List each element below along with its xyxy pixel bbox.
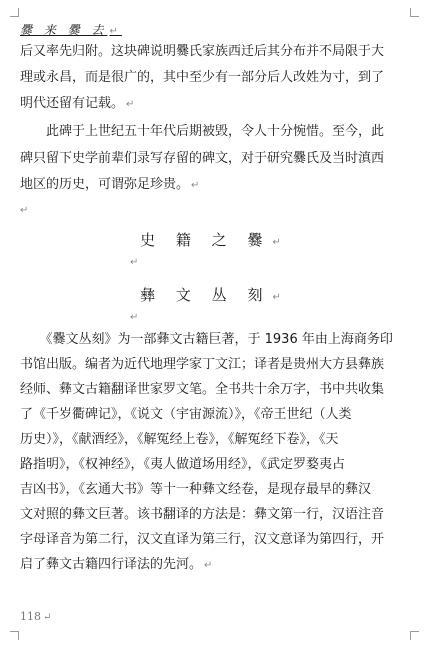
body-line	[20, 382, 421, 398]
body-line	[20, 482, 421, 498]
text-line-content: 此碑于上世纪五十年代后期被毁，令人十分惋惜。至今，此	[20, 124, 385, 139]
paragraph-mark: ↵	[109, 26, 122, 37]
text-line	[20, 124, 421, 140]
body-line-content: 《爨文丛刻》为一部彝文古籍巨著，于 1936 年由上海商务印	[20, 332, 393, 347]
section-title-text: 史 籍 之 爨	[140, 231, 271, 249]
text-line-content: 地区的历史，可谓弥足珍贵。	[20, 177, 190, 192]
crop-mark-bottom-right	[410, 631, 419, 640]
body-line	[20, 457, 421, 473]
text-line-content: 理或永昌，而是很广的，其中至少有一部分后人改姓为寸，到了	[20, 70, 385, 85]
text-line	[20, 177, 421, 194]
paragraph-mark: ↵	[191, 180, 200, 191]
body-line	[20, 357, 421, 373]
body-line	[20, 532, 421, 548]
paragraph-mark: ↵	[126, 99, 135, 110]
paragraph-mark: ↵	[43, 612, 52, 623]
page-number	[20, 610, 51, 623]
paragraph-mark: ↵	[272, 292, 289, 303]
body-line	[20, 557, 421, 574]
text-line-content: 明代还留有记载。	[20, 96, 125, 111]
subsection-title	[0, 284, 429, 305]
body-line-content: 书馆出版。编者为近代地理学家丁文江；译者是贵州大方县彝族	[20, 357, 385, 372]
text-line	[20, 96, 421, 113]
body-line	[20, 432, 421, 448]
crop-mark-top-right	[410, 8, 419, 17]
body-line-content: 路指明》，《权神经》，《夷人做道场用经》，《武定罗婺夷占	[20, 457, 346, 472]
text-line	[20, 70, 421, 86]
running-header-fragment	[20, 22, 421, 40]
crop-mark-top-left	[10, 8, 19, 17]
header-text: 爨 来 爨 去	[20, 23, 108, 37]
text-line	[20, 44, 421, 60]
empty-paragraph-mark: ↵	[130, 257, 139, 268]
body-line-content: 吉凶书》，《玄通大书》等十一种彝文经卷，是现存最早的彝汉	[20, 482, 372, 497]
paragraph-mark: ↵	[204, 560, 213, 571]
body-line-content: 经师、彝文古籍翻译世家罗文笔。全书共十余万字，书中共收集	[20, 382, 385, 397]
empty-paragraph-mark: ↵	[130, 312, 139, 323]
text-line	[20, 151, 421, 167]
crop-mark-bottom-left	[10, 631, 19, 640]
body-line-content: 文对照的彝文巨著。该书翻译的方法是：彝文第一行，汉语注音	[20, 507, 385, 522]
section-title	[0, 229, 429, 250]
body-line-content: 了《千岁衢碑记》，《说文（宇宙源流）》，《帝王世纪（人类	[20, 407, 352, 422]
body-line-content: 字母译音为第二行，汉文直译为第三行，汉文意译为第四行，开	[20, 532, 385, 547]
paragraph-mark: ↵	[272, 237, 289, 248]
body-line	[20, 332, 421, 348]
text-line-content: 后又率先归附。这块碑说明爨氏家族西迁后其分布并不局限于大	[20, 44, 385, 59]
body-line	[20, 507, 421, 523]
body-line	[20, 407, 421, 423]
text-line-content: 碑只留下史学前辈们录写存留的碑文，对于研究爨氏及当时滇西	[20, 151, 385, 166]
subsection-title-text: 彝 文 丛 刻	[140, 286, 271, 304]
empty-paragraph-mark: ↵	[20, 205, 29, 216]
page-number-text: 118	[20, 610, 41, 623]
body-line-content: 启了彝文古籍四行译法的先河。	[20, 557, 203, 572]
body-line-content: 历史）》，《献酒经》，《解冤经上卷》，《解冤经下卷》，《天	[20, 432, 339, 447]
